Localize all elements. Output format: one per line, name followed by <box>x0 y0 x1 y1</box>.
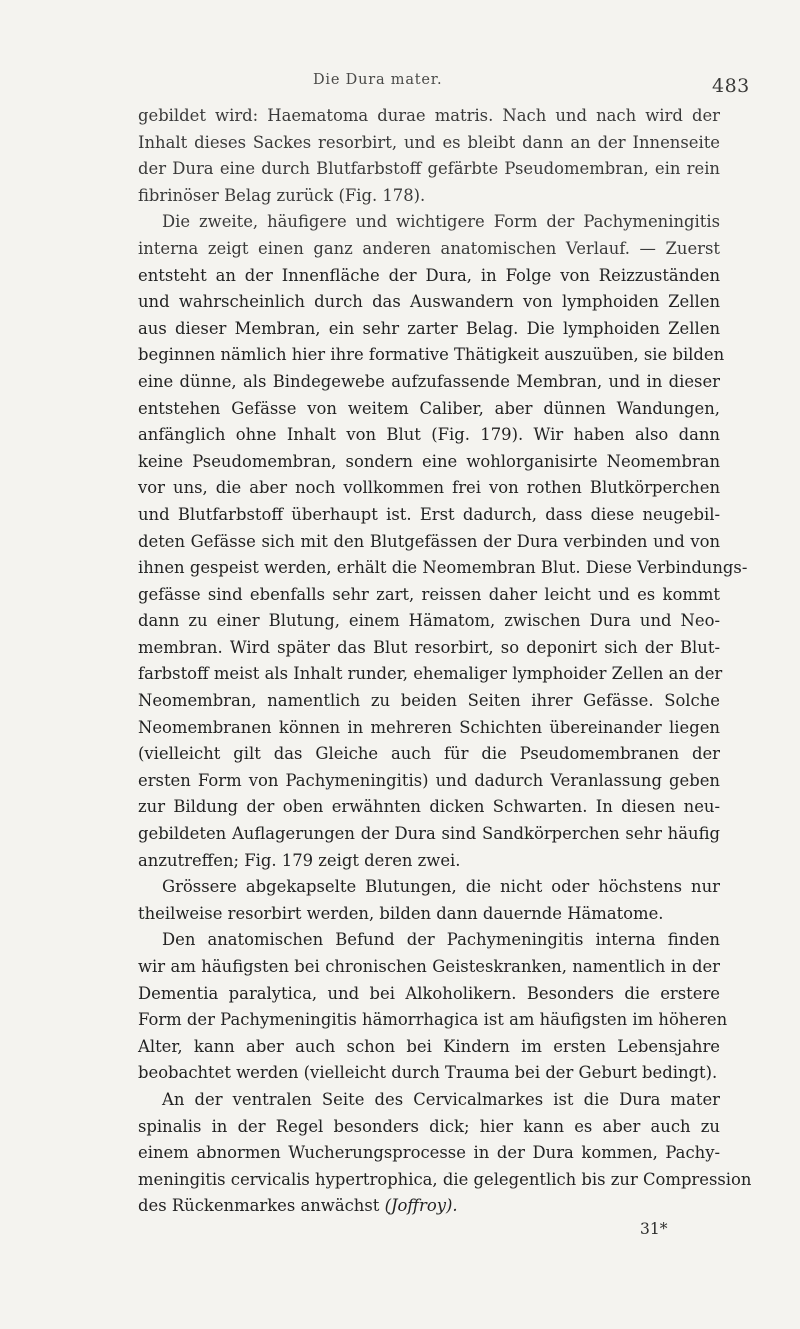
citation-joffroy: (Joffroy). <box>384 1196 458 1216</box>
text-line: farbstoff meist als Inhalt runder, ehemaliger lymphoider Zellen an der <box>138 664 723 684</box>
text-line: gebildet wird: Haematoma durae matris. Nach und nach wird der <box>138 106 720 125</box>
text-line: aus dieser Membran, ein sehr zarter Belag. Die lymphoiden Zellen <box>138 318 720 338</box>
signature-mark: 31* <box>640 1220 668 1238</box>
text-line: Neomembran, namentlich zu beiden Seiten ihrer Gefässe. Solche <box>138 691 720 711</box>
text-line: einem abnormen Wucherungsprocesse in der Dura kommen, Pachy- <box>138 1143 720 1163</box>
body-text <box>138 103 752 1220</box>
text-line: theilweise resorbirt werden, bilden dann dauernde Hämatome. <box>138 903 664 923</box>
text-line: beobachtet werden (vielleicht durch Trauma bei der Geburt bedingt). <box>138 1063 718 1083</box>
text-line: und wahrscheinlich durch das Auswandern von lymphoiden Zellen <box>138 292 720 312</box>
text-line: zur Bildung der oben erwähnten dicken Schwarten. In diesen neu- <box>138 797 720 817</box>
text-line: Den anatomischen Befund der Pachymeningitis interna finden <box>162 930 720 950</box>
page-number: 483 <box>712 75 750 97</box>
final-line-text: des Rückenmarkes anwächst <box>138 1196 380 1216</box>
text-line: An der ventralen Seite des Cervicalmarkes ist die Dura mater <box>162 1089 720 1109</box>
text-line: Die zweite, häufigere und wichtigere Form der Pachymeningitis <box>162 212 720 232</box>
text-line: entstehen Gefässe von weitem Caliber, aber dünnen Wandungen, <box>138 398 720 418</box>
text-line: interna zeigt einen ganz anderen anatomischen Verlauf. — Zuerst <box>138 238 720 258</box>
text-line: Dementia paralytica, und bei Alkoholikern. Besonders die erstere <box>138 983 720 1003</box>
text-line: membran. Wird später das Blut resorbirt, so deponirt sich der Blut- <box>138 637 720 657</box>
text-line: Inhalt dieses Sackes resorbirt, und es bleibt dann an der Innenseite <box>138 132 720 152</box>
text-line: vor uns, die aber noch vollkommen frei von rothen Blutkörperchen <box>138 478 720 498</box>
text-line: gebildeten Auflagerungen der Dura sind Sandkörperchen sehr häufig <box>138 824 720 844</box>
text-line: und Blutfarbstoff überhaupt ist. Erst dadurch, dass diese neugebil- <box>138 504 720 524</box>
text-line: anzutreffen; Fig. 179 zeigt deren zwei. <box>138 850 461 870</box>
text-line: gefässe sind ebenfalls sehr zart, reissen daher leicht und es kommt <box>138 584 720 604</box>
text-line: Grössere abgekapselte Blutungen, die nicht oder höchstens nur <box>162 877 720 897</box>
text-line: wir am häufigsten bei chronischen Geisteskranken, namentlich in der <box>138 957 720 976</box>
text-line: Neomembranen können in mehreren Schichten übereinander liegen <box>138 717 720 737</box>
text-line: eine dünne, als Bindegewebe aufzufassende Membran, und in dieser <box>138 371 720 391</box>
running-head: Die Dura mater. <box>313 72 443 88</box>
text-line: deten Gefässe sich mit den Blutgefässen der Dura verbinden und von <box>138 531 720 551</box>
text-line: ersten Form von Pachymeningitis) und dadurch Veranlassung geben <box>138 770 720 790</box>
text-line: meningitis cervicalis hypertrophica, die gelegentlich bis zur Compression <box>138 1169 752 1189</box>
text-line: ihnen gespeist werden, erhält die Neomembran Blut. Diese Verbindungs- <box>138 558 748 578</box>
text-line: anfänglich ohne Inhalt von Blut (Fig. 179). Wir haben also dann <box>138 425 720 445</box>
text-line: spinalis in der Regel besonders dick; hier kann es aber auch zu <box>138 1116 720 1136</box>
text-line: Alter, kann aber auch schon bei Kindern im ersten Lebensjahre <box>138 1036 720 1056</box>
text-line: Form der Pachymeningitis hämorrhagica ist am häufigsten im höheren <box>138 1010 728 1030</box>
text-line: keine Pseudomembran, sondern eine wohlorganisirte Neomembran <box>138 451 720 471</box>
text-line: (vielleicht gilt das Gleiche auch für die Pseudomembranen der <box>138 744 720 764</box>
text-line: entsteht an der Innenfläche der Dura, in Folge von Reizzuständen <box>138 265 720 285</box>
text-line: dann zu einer Blutung, einem Hämatom, zwischen Dura und Neo- <box>138 611 720 631</box>
text-line-final <box>138 1193 720 1220</box>
text-line: der Dura eine durch Blutfarbstoff gefärbte Pseudomembran, ein rein <box>138 159 720 179</box>
text-line: beginnen nämlich hier ihre formative Thätigkeit auszuüben, sie bilden <box>138 345 725 365</box>
text-line: fibrinöser Belag zurück (Fig. 178). <box>138 185 426 205</box>
